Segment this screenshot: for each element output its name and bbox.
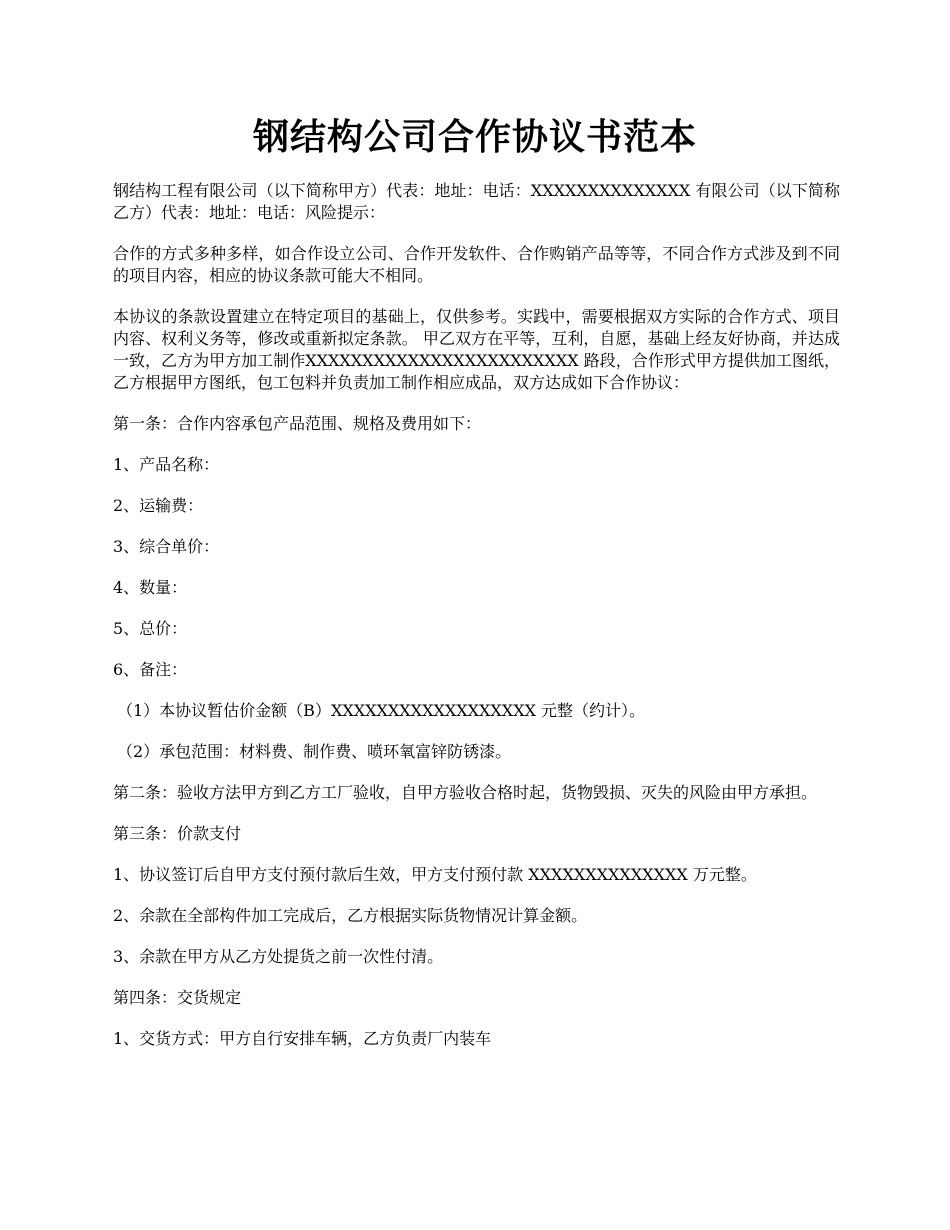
remark-estimated-amount: （1）本协议暂估价金额（B）XXXXXXXXXXXXXXXXXX 元整（约计）。 <box>117 701 646 720</box>
remark-scope: （2）承包范围：材料费、制作费、喷环氧富锌防锈漆。 <box>117 742 512 761</box>
clause-3-heading: 第三条：价款支付 <box>113 824 242 843</box>
paragraph-preamble: 本协议的条款设置建立在特定项目的基础上，仅供参考。实践中，需要根据双方实际的合作方式、项目内容、权利义务等，修改或重新拟定条款。 甲乙双方在平等，互利，自愿，基础上经友好协商，并达成一致，乙方为甲方加工制作XXXXXXXXXXXXXXXXXXXXXXXX 路段，合作形式甲方提供加工图纸，乙方根据甲方图纸，包工包料并负责加工制作相应成品，双方达成如下合作协议： <box>113 307 840 392</box>
list-item-total-price: 5、总价： <box>113 619 188 638</box>
clause-2-acceptance: 第二条：验收方法甲方到乙方工厂验收，自甲方验收合格时起，货物毁损、灭失的风险由甲方承担。 <box>113 783 818 802</box>
clause-1-heading: 第一条：合作内容承包产品范围、规格及费用如下： <box>113 414 482 433</box>
list-item-remarks: 6、备注： <box>113 660 188 679</box>
clause-4-heading: 第四条：交货规定 <box>113 988 242 1007</box>
list-item-product-name: 1、产品名称： <box>113 455 220 474</box>
list-item-quantity: 4、数量： <box>113 578 188 597</box>
document-title: 钢结构公司合作协议书范本 <box>252 116 697 158</box>
payment-item-2: 2、余款在全部构件加工完成后，乙方根据实际货物情况计算金额。 <box>113 906 588 925</box>
paragraph-parties: 钢结构工程有限公司（以下简称甲方）代表：地址：电话：XXXXXXXXXXXXXX 有限公司（以下简称乙方）代表：地址：电话：风险提示： <box>113 181 840 222</box>
document-body <box>113 180 840 1069</box>
list-item-transport-fee: 2、运输费： <box>113 496 204 515</box>
payment-item-3: 3、余款在甲方从乙方处提货之前一次性付清。 <box>113 947 444 966</box>
list-item-unit-price: 3、综合单价： <box>113 537 220 556</box>
delivery-item-1: 1、交货方式：甲方自行安排车辆，乙方负责厂内装车 <box>113 1029 492 1048</box>
payment-item-1: 1、协议签订后自甲方支付预付款后生效，甲方支付预付款 XXXXXXXXXXXXXX 万元整。 <box>113 865 757 884</box>
paragraph-cooperation-methods: 合作的方式多种多样，如合作设立公司、合作开发软件、合作购销产品等等，不同合作方式涉及到不同的项目内容，相应的协议条款可能大不相同。 <box>113 244 840 285</box>
